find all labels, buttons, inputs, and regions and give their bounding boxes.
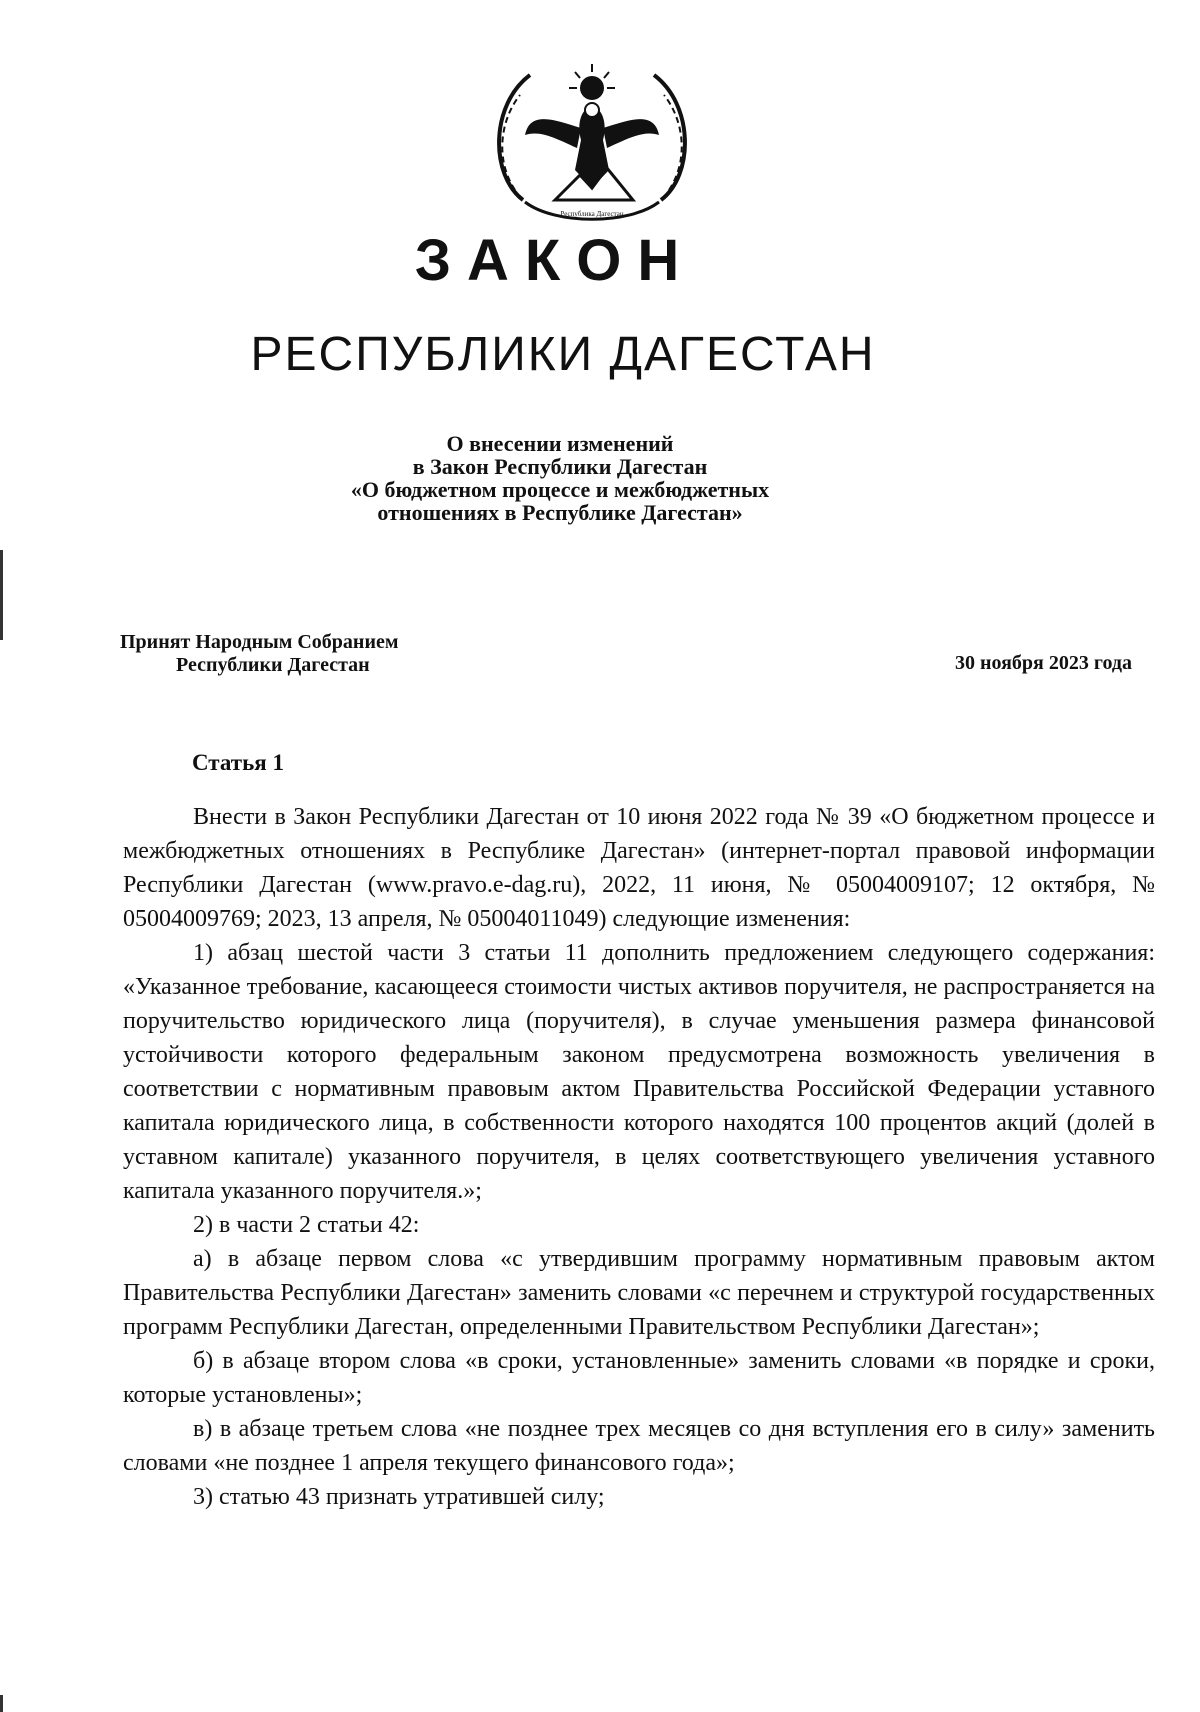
adoption-line-1: Принят Народным Собранием [120,631,399,653]
document-title: ЗАКОН [414,228,696,293]
adoption-line-2: Республики Дагестан [176,654,370,676]
article-paragraph: 2) в части 2 статьи 42: [193,1212,420,1238]
article-paragraph: 3) статью 43 признать утратившей силу; [193,1484,605,1510]
article-body [123,800,1155,1514]
document-subtitle: РЕСПУБЛИКИ ДАГЕСТАН [250,328,876,381]
law-name-line: О внесении изменений [446,431,674,456]
article-paragraph: а) в абзаце первом слова «с утвердившим программу нормативным правовым актом Правительства Республики Дагестан» заменить словами «с перечнем и структурой государственных программ Республики Дагестан, определенными Правительством Республики Дагестан»; [123,1246,1155,1340]
scan-edge-mark [0,1695,3,1712]
article-paragraph: в) в абзаце третьем слова «не позднее трех месяцев со дня вступления его в силу» заменить словами «не позднее 1 апреля текущего финансового года»; [123,1416,1155,1476]
article-paragraph: 1) абзац шестой части 3 статьи 11 дополнить предложением следующего содержания: «Указанное требование, касающееся стоимости чистых активов поручителя, не распространяется на поручительство юридического лица (поручителя), в случае уменьшения размера финансовой устойчивости которого федеральным законом предусмотрена возможность увеличения в соответствии с нормативным правовым актом Правительства Российской Федерации уставного капитала юридического лица, в собственности которого находятся 100 процентов акций (долей в уставном капитале) указанного поручителя, в целях соответствующего увеличения уставного капитала указанного поручителя.»; [123,940,1155,1204]
article-title: Статья 1 [192,750,284,775]
law-name-line: отношениях в Республике Дагестан» [377,500,743,525]
article-paragraph: Внести в Закон Республики Дагестан от 10 июня 2022 года № 39 «О бюджетном процессе и межбюджетных отношениях в Республике Дагестан» (интернет-портал правовой информации Республики Дагестан (www.pravo.e-dag.ru), 2022, 11 июня, № 05004009107; 12 октября, № 05004009769; 2023, 13 апреля, № 05004011049) следующие изменения: [123,804,1155,932]
law-name-line: «О бюджетном процессе и межбюджетных [350,477,770,502]
law-name [0,432,1120,524]
emblem-ribbon-text: Республика Дагестан [560,210,624,218]
law-name-line: в Закон Республики Дагестан [412,454,708,479]
article-paragraph: б) в абзаце втором слова «в сроки, установленные» заменить словами «в порядке и сроки, которые установлены»; [123,1348,1155,1408]
adoption-block [120,631,398,677]
scan-edge-mark [0,550,3,640]
adoption-date: 30 ноября 2023 года [954,652,1132,674]
dagestan-coat-of-arms-icon [485,50,699,228]
